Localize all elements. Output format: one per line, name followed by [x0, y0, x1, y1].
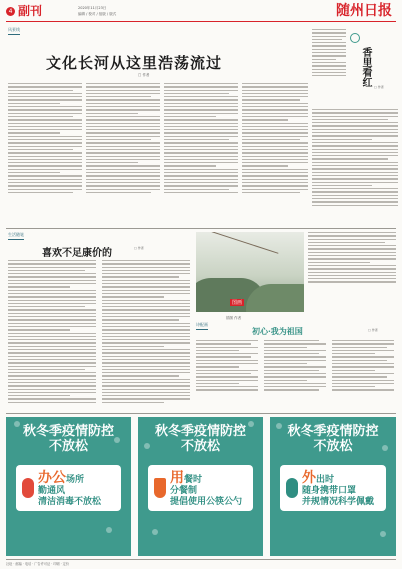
masthead — [6, 4, 398, 20]
banner-title: 秋冬季疫情防控 不放松 — [154, 424, 246, 454]
poem-col-3 — [332, 340, 394, 391]
photo-caption: 插图 作者 — [226, 316, 242, 320]
poem-byline: □ 作者 — [368, 328, 378, 332]
banner-card — [16, 465, 121, 511]
feature-byline: □ 作者 — [138, 73, 150, 77]
section-name: 副刊 — [18, 4, 43, 18]
banner-card-text: 用餐时 分餐制 提倡使用公筷公勺 — [170, 470, 243, 507]
middle-left-article — [8, 232, 190, 410]
psa-banner-2 — [138, 417, 263, 556]
article-body-col-1 — [8, 260, 96, 403]
psa-banner-1 — [6, 417, 131, 556]
mask-icon — [22, 478, 34, 498]
feature-body-col-3 — [164, 83, 238, 193]
article-body-col-2 — [102, 260, 190, 403]
article-title: 喜欢不足康价的 — [42, 248, 112, 259]
masthead-rule — [6, 21, 396, 22]
section-tag: 风景线 — [8, 27, 20, 35]
right-column-byline: □ 作者 — [374, 85, 384, 89]
page-number-badge: 4 — [6, 7, 15, 16]
article-byline: □ 作者 — [134, 246, 144, 250]
banner-card — [280, 465, 386, 511]
section-tag: 诗配画 — [196, 322, 208, 330]
top-feature — [8, 25, 308, 225]
section-divider-1 — [6, 228, 396, 229]
banner-title: 秋冬季疫情防控 不放松 — [287, 424, 379, 454]
photo-branch — [212, 232, 279, 254]
paper-name: 随州日报 — [336, 3, 392, 19]
bowl-icon — [154, 478, 166, 498]
banner-card-text: 外出时 随身携带口罩 并规情况科学佩戴 — [302, 470, 375, 507]
right-column — [312, 25, 398, 235]
illustration-photo — [196, 232, 304, 312]
psa-banner-3 — [270, 417, 396, 556]
right-column-title: 香里看红 — [360, 47, 371, 87]
feature-title: 文化长河从这里浩荡流过 — [46, 54, 223, 72]
poem-section — [196, 322, 396, 410]
banner-card — [148, 465, 253, 511]
poem-col-2 — [264, 340, 326, 391]
poem-title: 初心·我为祖国 — [252, 326, 303, 336]
footer-rule — [6, 559, 396, 560]
section-divider-2 — [6, 413, 396, 414]
banner-title: 秋冬季疫情防控 不放松 — [22, 424, 114, 454]
feature-body-col-2 — [86, 83, 160, 193]
issue-date: 2020年11月23日 — [78, 6, 107, 10]
feature-body-col-4 — [242, 83, 308, 193]
editor-meta: 编辑 / 校对 / 组版 / 版式 — [78, 12, 117, 16]
section-tag: 生活随笔 — [8, 232, 24, 240]
right-column-body-lower — [312, 109, 398, 206]
right-column-body — [312, 29, 346, 76]
middle-right-sidebar-text — [308, 232, 396, 283]
footer-text: 社址 · 邮编 · 电话 · 广告许可证 · 印刷 · 定价 — [6, 562, 70, 566]
poem-col-1 — [196, 340, 258, 391]
walking-icon — [286, 478, 298, 498]
right-column-icon — [350, 33, 360, 43]
photo-caption-label: 图画 — [232, 300, 243, 306]
banner-card-text: 办公场所 勤通风 清洁消毒不放松 — [38, 470, 102, 507]
feature-body-col-1 — [8, 83, 82, 193]
